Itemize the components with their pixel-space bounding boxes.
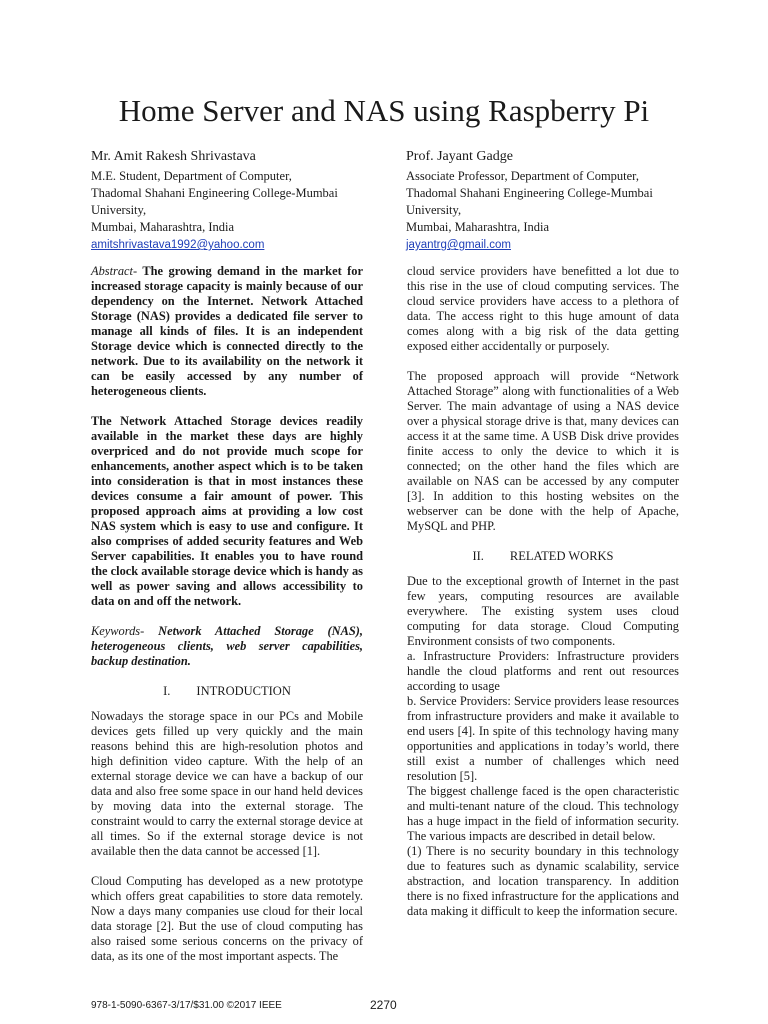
- related-paragraph-1: Due to the exceptional growth of Internet in the past few years, computing resources are available everywhere. The existing system uses cloud computing for data storage. Cloud Computing Environment consists of two components.: [407, 574, 679, 648]
- author-email-link[interactable]: amitshrivastava1992@yahoo.com: [91, 239, 265, 251]
- keywords-text: Network Attached Storage (NAS), heterogeneous clients, web server capabilities, backup destination.: [91, 624, 363, 668]
- section-title: RELATED WORKS: [509, 549, 614, 563]
- author-location: Mumbai, Maharashtra, India: [406, 220, 550, 234]
- section-heading-related-works: [407, 549, 679, 564]
- page-number: 2270: [370, 998, 397, 1012]
- intro-paragraph-2: Cloud Computing has developed as a new prototype which offers great capabilities to store data remotely. Now a days many companies use cloud for their local data storage [2]. But the use of cloud computing has also raised some serious concerns on the privacy of data, as its one of the most important aspects. The: [91, 874, 363, 963]
- keywords-paragraph: [91, 624, 363, 669]
- author-role: Associate Professor, Department of Computer,: [406, 169, 639, 183]
- intro-paragraph-1: Nowadays the storage space in our PCs and Mobile devices gets filled up very quickly and the main reasons behind this are high-resolution photos and high definition video capture. With the help of an external storage device we can have a backup of our data and also free some space in our hand held devices by moving data into the external storage. The constraint would to carry the external storage device at all times. So if the external storage device is not available then the data cannot be accessed [1].: [91, 709, 363, 858]
- author-university: University,: [406, 203, 462, 217]
- section-number: II.: [472, 549, 484, 563]
- author-email-link[interactable]: jayantrg@gmail.com: [406, 239, 511, 251]
- author-block-2: [406, 148, 696, 254]
- section-title: INTRODUCTION: [196, 684, 291, 698]
- keywords-lead: Keywords-: [91, 624, 145, 638]
- related-paragraph-3: (1) There is no security boundary in this technology due to features such as dynamic scalability, service abstraction, and location transparency. In addition there is no fixed infrastructure for the applications and data making it difficult to keep the information secure.: [407, 844, 679, 918]
- abstract-lead: Abstract-: [91, 264, 138, 278]
- section-number: I.: [163, 684, 171, 698]
- abstract-paragraph: [91, 264, 363, 399]
- author-block-1: [91, 148, 381, 254]
- author-name: Mr. Amit Rakesh Shrivastava: [91, 149, 256, 164]
- intro-paragraph-4: The proposed approach will provide “Network Attached Storage” along with functionalities of a Web Server. The main advantage of using a NAS device over a physical storage drive is that, many devices can access it at the same time. A USB Disk drive provides finite access to only the device to which it is connected; on the other hand the files which are available on NAS can be accessed by any computer [3]. In addition to this hosting websites on the webserver can be done with the help of Apache, MySQL and PHP.: [407, 369, 679, 533]
- footer-isbn: 978-1-5090-6367-3/17/$31.00 ©2017 IEEE: [91, 1000, 282, 1011]
- author-college: Thadomal Shahani Engineering College-Mumbai: [91, 186, 338, 200]
- right-column: [407, 264, 679, 919]
- author-name: Prof. Jayant Gadge: [406, 149, 513, 164]
- related-paragraph-2: The biggest challenge faced is the open characteristic and multi-tenant nature of the cloud. This technology has a huge impact in the field of information security. The various impacts are described in detail below.: [407, 784, 679, 843]
- related-item-b: b. Service Providers: Service providers lease resources from infrastructure providers and make it available to end users [4]. In spite of this technology having many opportunities and applications in today’s world, there still exist a number of challenges which need resolution [5].: [407, 694, 679, 783]
- author-university: University,: [91, 203, 147, 217]
- left-column: [91, 264, 363, 979]
- author-role: M.E. Student, Department of Computer,: [91, 169, 292, 183]
- author-college: Thadomal Shahani Engineering College-Mumbai: [406, 186, 653, 200]
- section-heading-introduction: [91, 684, 363, 699]
- related-item-a: a. Infrastructure Providers: Infrastructure providers handle the cloud platforms and rent out resources according to usage: [407, 649, 679, 693]
- intro-paragraph-3: cloud service providers have benefitted a lot due to this rise in the use of cloud computing services. The cloud service providers have access to a plethora of data. The access right to this huge amount of data comes along with a big risk of the data getting exposed either accidentally or purposely.: [407, 264, 679, 353]
- paper-title: Home Server and NAS using Raspberry Pi: [118, 93, 650, 128]
- author-location: Mumbai, Maharashtra, India: [91, 220, 235, 234]
- abstract-text: The growing demand in the market for increased storage capacity is mainly because of our dependency on the Internet. Network Attached Storage (NAS) provides a dedicated file server to manage all kinds of files. It is an independent Storage device which is connected directly to the network. Due to its availability on the network it can be easily accessed by any number of heterogeneous clients.: [91, 264, 363, 398]
- abstract-paragraph-2: The Network Attached Storage devices readily available in the market these days are highly overpriced and do not provide much scope for enhancements, another aspect which is to be taken into consideration is that in most instances these devices consume a fair amount of power. This proposed approach aims at providing a low cost NAS system which is easy to use and configure. It also comprises of added security features and Web Server capabilities. It enables you to have round the clock available storage device which is handy as well as power saving and allows accessibility to data on and off the network.: [91, 414, 363, 608]
